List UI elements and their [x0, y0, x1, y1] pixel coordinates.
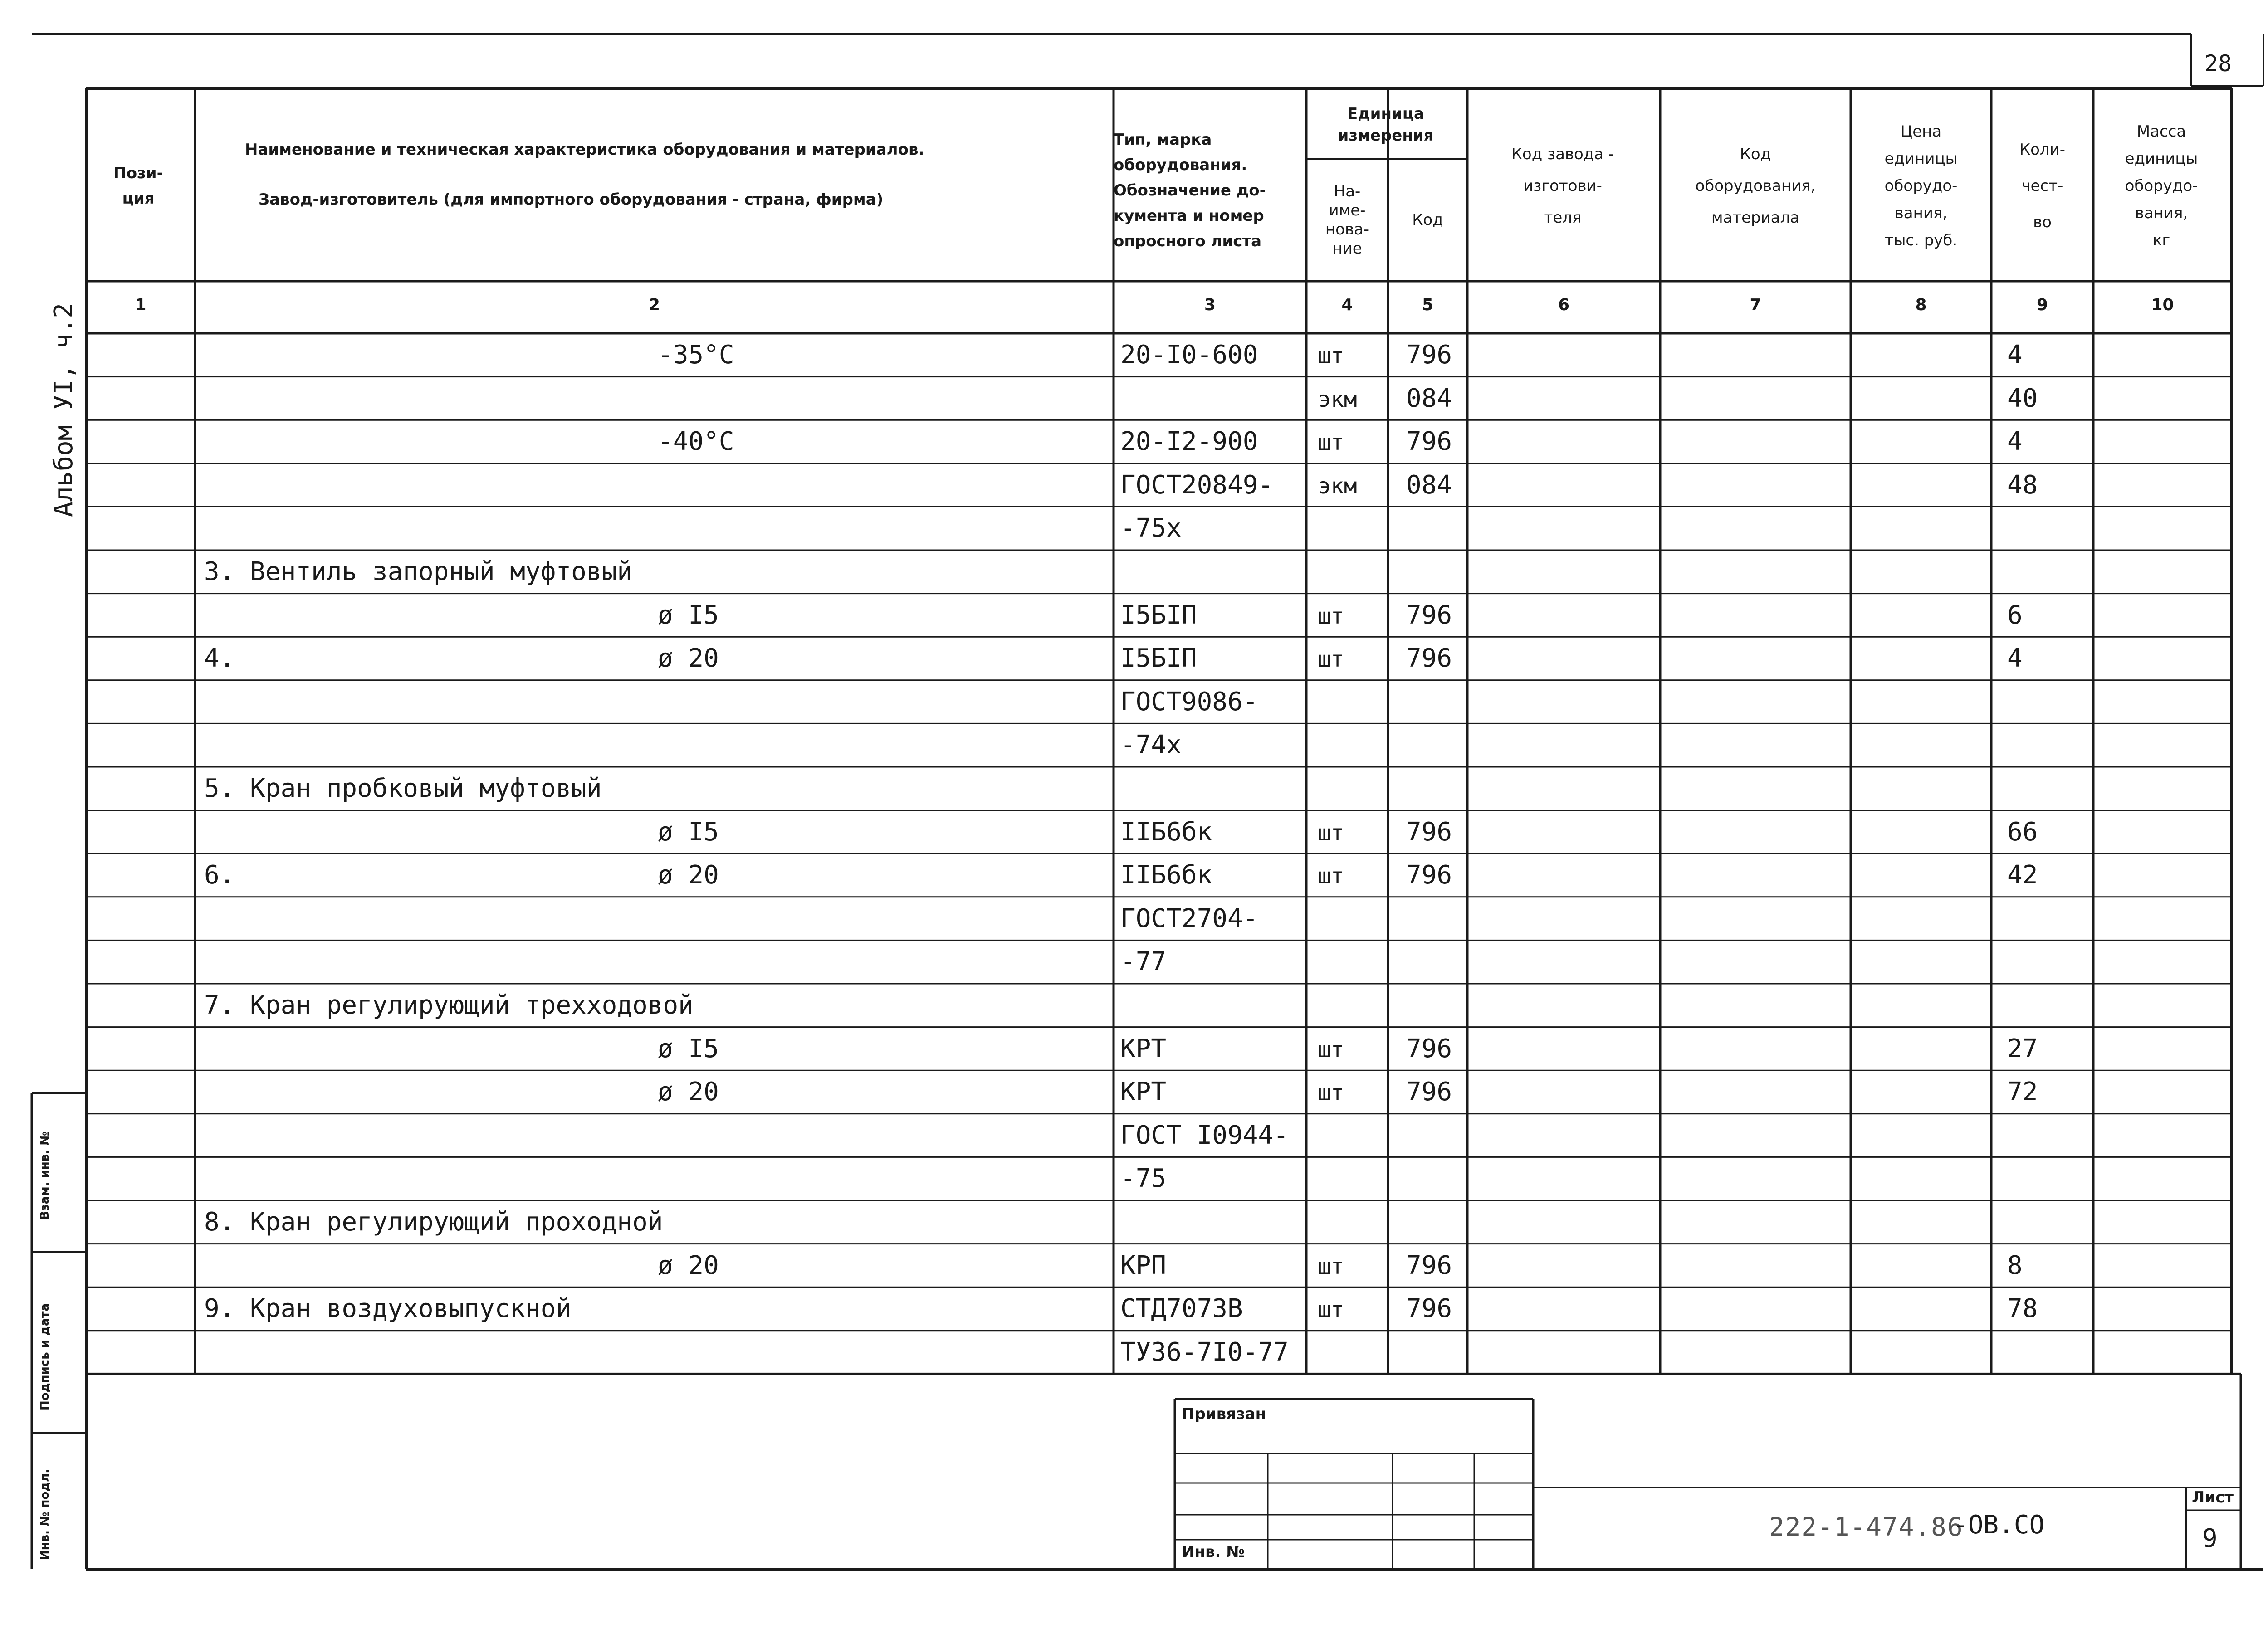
- row-name: ø I5: [658, 817, 719, 847]
- row-type: ГОСТ I0944-: [1120, 1120, 1289, 1150]
- header-equipment-code: Код оборудования, материала: [1695, 145, 1816, 227]
- column-number: 3: [1204, 296, 1216, 314]
- row-quantity: 27: [2007, 1034, 2038, 1063]
- document-suffix: -ОВ.СО: [1953, 1510, 2045, 1540]
- side-stamp-sign: Подпись и дата: [38, 1303, 52, 1410]
- column-number: 9: [2036, 296, 2048, 314]
- row-unit: шт: [1318, 430, 1344, 456]
- row-quantity: 4: [2007, 427, 2023, 457]
- row-unit: шт: [1318, 647, 1344, 673]
- row-position: 4.: [204, 644, 235, 673]
- row-type: IIБ6бк: [1120, 860, 1212, 890]
- column-number: 4: [1341, 296, 1353, 314]
- row-type: ГОСТ20849-: [1120, 470, 1274, 500]
- row-unit: шт: [1318, 1080, 1344, 1106]
- column-number: 5: [1422, 296, 1434, 314]
- sheet-number: 9: [2202, 1524, 2218, 1553]
- row-unit: шт: [1318, 863, 1344, 889]
- sheet-label: Лист: [2192, 1488, 2234, 1507]
- row-name: ø I5: [658, 600, 719, 630]
- row-unit: шт: [1318, 603, 1344, 629]
- row-quantity: 78: [2007, 1294, 2038, 1324]
- row-quantity: 6: [2007, 600, 2023, 630]
- row-type: ГОСТ2704-: [1120, 903, 1258, 933]
- row-unit-code: 084: [1406, 383, 1452, 413]
- header-unit-name: На- име- нова- ние: [1325, 182, 1369, 258]
- row-unit: шт: [1318, 1254, 1344, 1279]
- row-name: 3. Вентиль запорный муфтовый: [204, 557, 633, 586]
- row-name: -35°C: [658, 340, 734, 370]
- row-quantity: 4: [2007, 340, 2023, 370]
- row-type: -74x: [1120, 730, 1182, 760]
- row-unit: шт: [1318, 820, 1344, 846]
- header-mass: Масса единицы оборудо- вания, кг: [2125, 122, 2198, 249]
- row-type: I5БIП: [1120, 600, 1197, 630]
- row-name: 8. Кран регулирующий проходной: [204, 1207, 663, 1237]
- row-name: ø 20: [658, 1077, 719, 1107]
- row-quantity: 48: [2007, 470, 2038, 500]
- attached-label: Привязан: [1182, 1405, 1266, 1423]
- row-type: ТУ36-7I0-77: [1120, 1337, 1289, 1367]
- row-unit-code: 796: [1406, 1250, 1452, 1280]
- header-position: Пози- ция: [113, 164, 163, 208]
- row-type: 20-I2-900: [1120, 427, 1258, 457]
- column-number: 2: [648, 296, 660, 314]
- row-type: КРТ: [1120, 1034, 1167, 1063]
- row-unit: шт: [1318, 1037, 1344, 1063]
- row-type: КРТ: [1120, 1077, 1167, 1107]
- row-unit-code: 796: [1406, 644, 1452, 673]
- header-unit-group: Единица измерения: [1338, 105, 1434, 145]
- row-type: -75x: [1120, 513, 1182, 543]
- document-code: 222-1-474.86: [1769, 1512, 1964, 1542]
- row-unit-code: 796: [1406, 1077, 1452, 1107]
- row-name: 9. Кран воздуховыпускной: [204, 1294, 572, 1324]
- row-type: 20-I0-600: [1120, 340, 1258, 370]
- header-type: Тип, марка оборудования. Обозначение до- кумента и номер опросного листа: [1114, 131, 1266, 250]
- column-number: 8: [1915, 296, 1927, 314]
- row-quantity: 66: [2007, 817, 2038, 847]
- row-name: ø 20: [658, 644, 719, 673]
- row-type: СТД7073В: [1120, 1294, 1243, 1324]
- row-name: ø I5: [658, 1034, 719, 1063]
- row-type: I5БIП: [1120, 644, 1197, 673]
- row-type: ГОСТ9086-: [1120, 687, 1258, 717]
- row-type: КРП: [1120, 1250, 1167, 1280]
- row-unit: экм: [1318, 386, 1357, 412]
- header-quantity: Коли- чест- во: [2019, 141, 2066, 231]
- row-unit: шт: [1318, 1297, 1344, 1323]
- row-unit-code: 796: [1406, 600, 1452, 630]
- album-side-label: Альбом УI, ч.2: [49, 302, 78, 517]
- row-unit-code: 084: [1406, 470, 1452, 500]
- row-type: -77: [1120, 947, 1167, 977]
- header-name-line2: Завод-изготовитель (для импортного оборудования - страна, фирма): [259, 190, 884, 209]
- column-number: 1: [135, 296, 147, 314]
- column-number: 6: [1558, 296, 1570, 314]
- row-unit-code: 796: [1406, 1294, 1452, 1324]
- header-name-line1: Наименование и техническая характеристика оборудования и материалов.: [245, 141, 924, 159]
- row-quantity: 4: [2007, 644, 2023, 673]
- row-quantity: 72: [2007, 1077, 2038, 1107]
- row-unit: шт: [1318, 343, 1344, 369]
- row-quantity: 42: [2007, 860, 2038, 890]
- side-stamp-inv: Инв. № подл.: [38, 1468, 52, 1560]
- header-unit-code: Код: [1412, 211, 1443, 229]
- row-name: ø 20: [658, 860, 719, 890]
- header-price: Цена единицы оборудо- вания, тыс. руб.: [1884, 122, 1958, 249]
- header-plant-code: Код завода - изготови- теля: [1511, 145, 1614, 227]
- row-position: 6.: [204, 860, 235, 890]
- row-unit-code: 796: [1406, 860, 1452, 890]
- column-number: 10: [2151, 296, 2174, 314]
- inventory-number-label: Инв. №: [1182, 1543, 1245, 1561]
- row-name: -40°C: [658, 427, 734, 457]
- row-unit: экм: [1318, 473, 1357, 499]
- column-number: 7: [1750, 296, 1761, 314]
- row-name: 7. Кран регулирующий трехходовой: [204, 990, 694, 1020]
- row-quantity: 40: [2007, 383, 2038, 413]
- sheet-number-top: 28: [2204, 50, 2232, 77]
- row-type: -75: [1120, 1164, 1167, 1194]
- row-quantity: 8: [2007, 1250, 2023, 1280]
- row-unit-code: 796: [1406, 427, 1452, 457]
- row-type: IIБ6бк: [1120, 817, 1212, 847]
- row-unit-code: 796: [1406, 1034, 1452, 1063]
- row-name: 5. Кран пробковый муфтовый: [204, 774, 602, 803]
- row-unit-code: 796: [1406, 340, 1452, 370]
- row-name: ø 20: [658, 1250, 719, 1280]
- row-unit-code: 796: [1406, 817, 1452, 847]
- side-stamp-replace: Взам. инв. №: [38, 1131, 52, 1220]
